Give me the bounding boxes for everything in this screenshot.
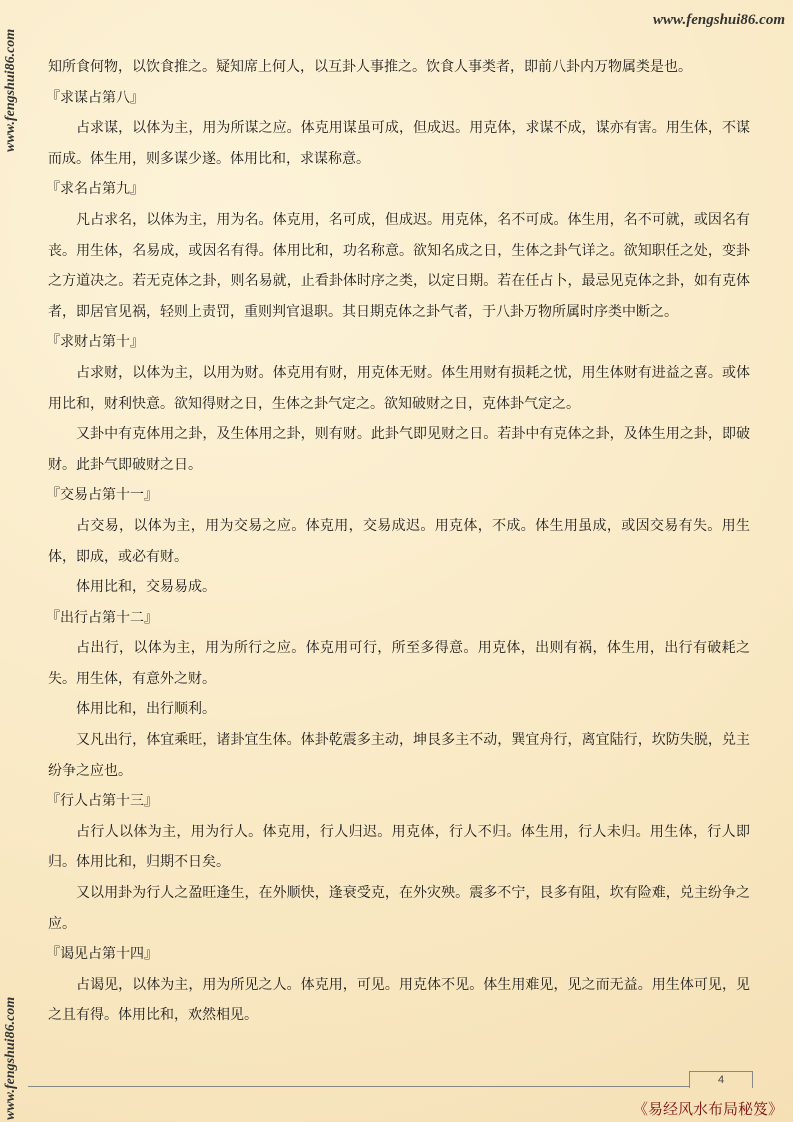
paragraph: 占求谋，以体为主，用为所谋之应。体克用谋虽可成，但成迟。用克体，求谋不成，谋亦有害。用生体，不谋而成。体生用，则多谋少遂。体用比和，求谋称意。: [48, 120, 750, 167]
section-heading: 『求财占第十』: [46, 334, 144, 351]
section-heading: 『交易占第十一』: [46, 487, 158, 504]
section-heading: 『行人占第十三』: [46, 793, 158, 810]
paragraph: 又凡出行，体宜乘旺，诸卦宜生体。体卦乾震多主动，坤艮多主不动，巽宜舟行，离宜陆行，坎防失脱，兑主纷争之应也。: [48, 732, 750, 779]
section-heading: 『求谋占第八』: [46, 89, 144, 106]
section-heading: 『谒见占第十四』: [46, 946, 158, 963]
paragraph: 体用比和，交易易成。: [76, 579, 216, 596]
section-heading: 『出行占第十二』: [46, 609, 158, 626]
paragraph: 知所食何物，以饮食推之。疑知席上何人，以互卦人事推之。饮食人事类者，即前八卦内万物属类是也。: [48, 59, 692, 75]
section-heading: 『求名占第九』: [46, 181, 144, 198]
footer-divider: [28, 1086, 690, 1087]
paragraph: 占求财，以体为主，以用为财。体克用有财，用克体无财。体生用财有损耗之忧，用生体财有进益之喜。或体用比和，财利快意。欲知得财之日，生体之卦气定之。欲知破财之日，克体卦气定之。: [48, 364, 750, 412]
paragraph: 占交易，以体为主，用为交易之应。体克用，交易成迟。用克体，不成。体生用虽成，或因交易有失。用生体，即成，或必有财。: [48, 517, 750, 565]
side-watermark-bottom: www.fengshui86.com: [3, 996, 18, 1120]
paragraph: 又以用卦为行人之盈旺逢生，在外顺快，逢衰受克，在外灾殃。震多不宁，艮多有阻，坎有险难，兑主纷争之应。: [48, 885, 750, 932]
paragraph: 凡占求名，以体为主，用为名。体克用，名可成，但成迟。用克体，名不可成。体生用，名不可就，或因名有丧。用生体，名易成，或因名有得。体用比和，功名称意。欲知名成之日，生体之卦气详之。欲知职任之处，变卦之方道决之。若无克体之卦，则名易就，止看卦体时序之类，以定日期。若在任占卜，最忌见克体之卦，如有克体者，即居官见祸，轻则上责罚，重则判官退职。其日期克体之卦气者，于八卦万物所属时序类中断之。: [48, 211, 750, 320]
paragraph: 占谒见，以体为主，用为所见之人。体克用，可见。用克体不见。体生用难见，见之而无益。用生体可见，见之且有得。体用比和，欢然相见。: [48, 976, 750, 1024]
page-number: 4: [689, 1071, 753, 1088]
side-watermark-top: www.fengshui86.com: [3, 28, 18, 152]
paragraph: 占出行，以体为主，用为所行之应。体克用可行，所至多得意。用克体，出则有祸，体生用，出行有破耗之失。用生体，有意外之财。: [48, 640, 750, 687]
page-body: [48, 52, 750, 1031]
paragraph: 又卦中有克体用之卦，及生体用之卦，则有财。此卦气即见财之日。若卦中有克体之卦，及体生用之卦，即破财。此卦气即破财之日。: [48, 426, 750, 473]
paragraph: 体用比和，出行顺利。: [76, 701, 216, 718]
paragraph: 占行人以体为主，用为行人。体克用，行人归迟。用克体，行人不归。体生用，行人未归。用生体，行人即归。体用比和，归期不日矣。: [48, 823, 750, 871]
header-url: www.fengshui86.com: [653, 12, 785, 28]
book-title: 《易经风水布局秘笈》: [632, 1100, 783, 1118]
